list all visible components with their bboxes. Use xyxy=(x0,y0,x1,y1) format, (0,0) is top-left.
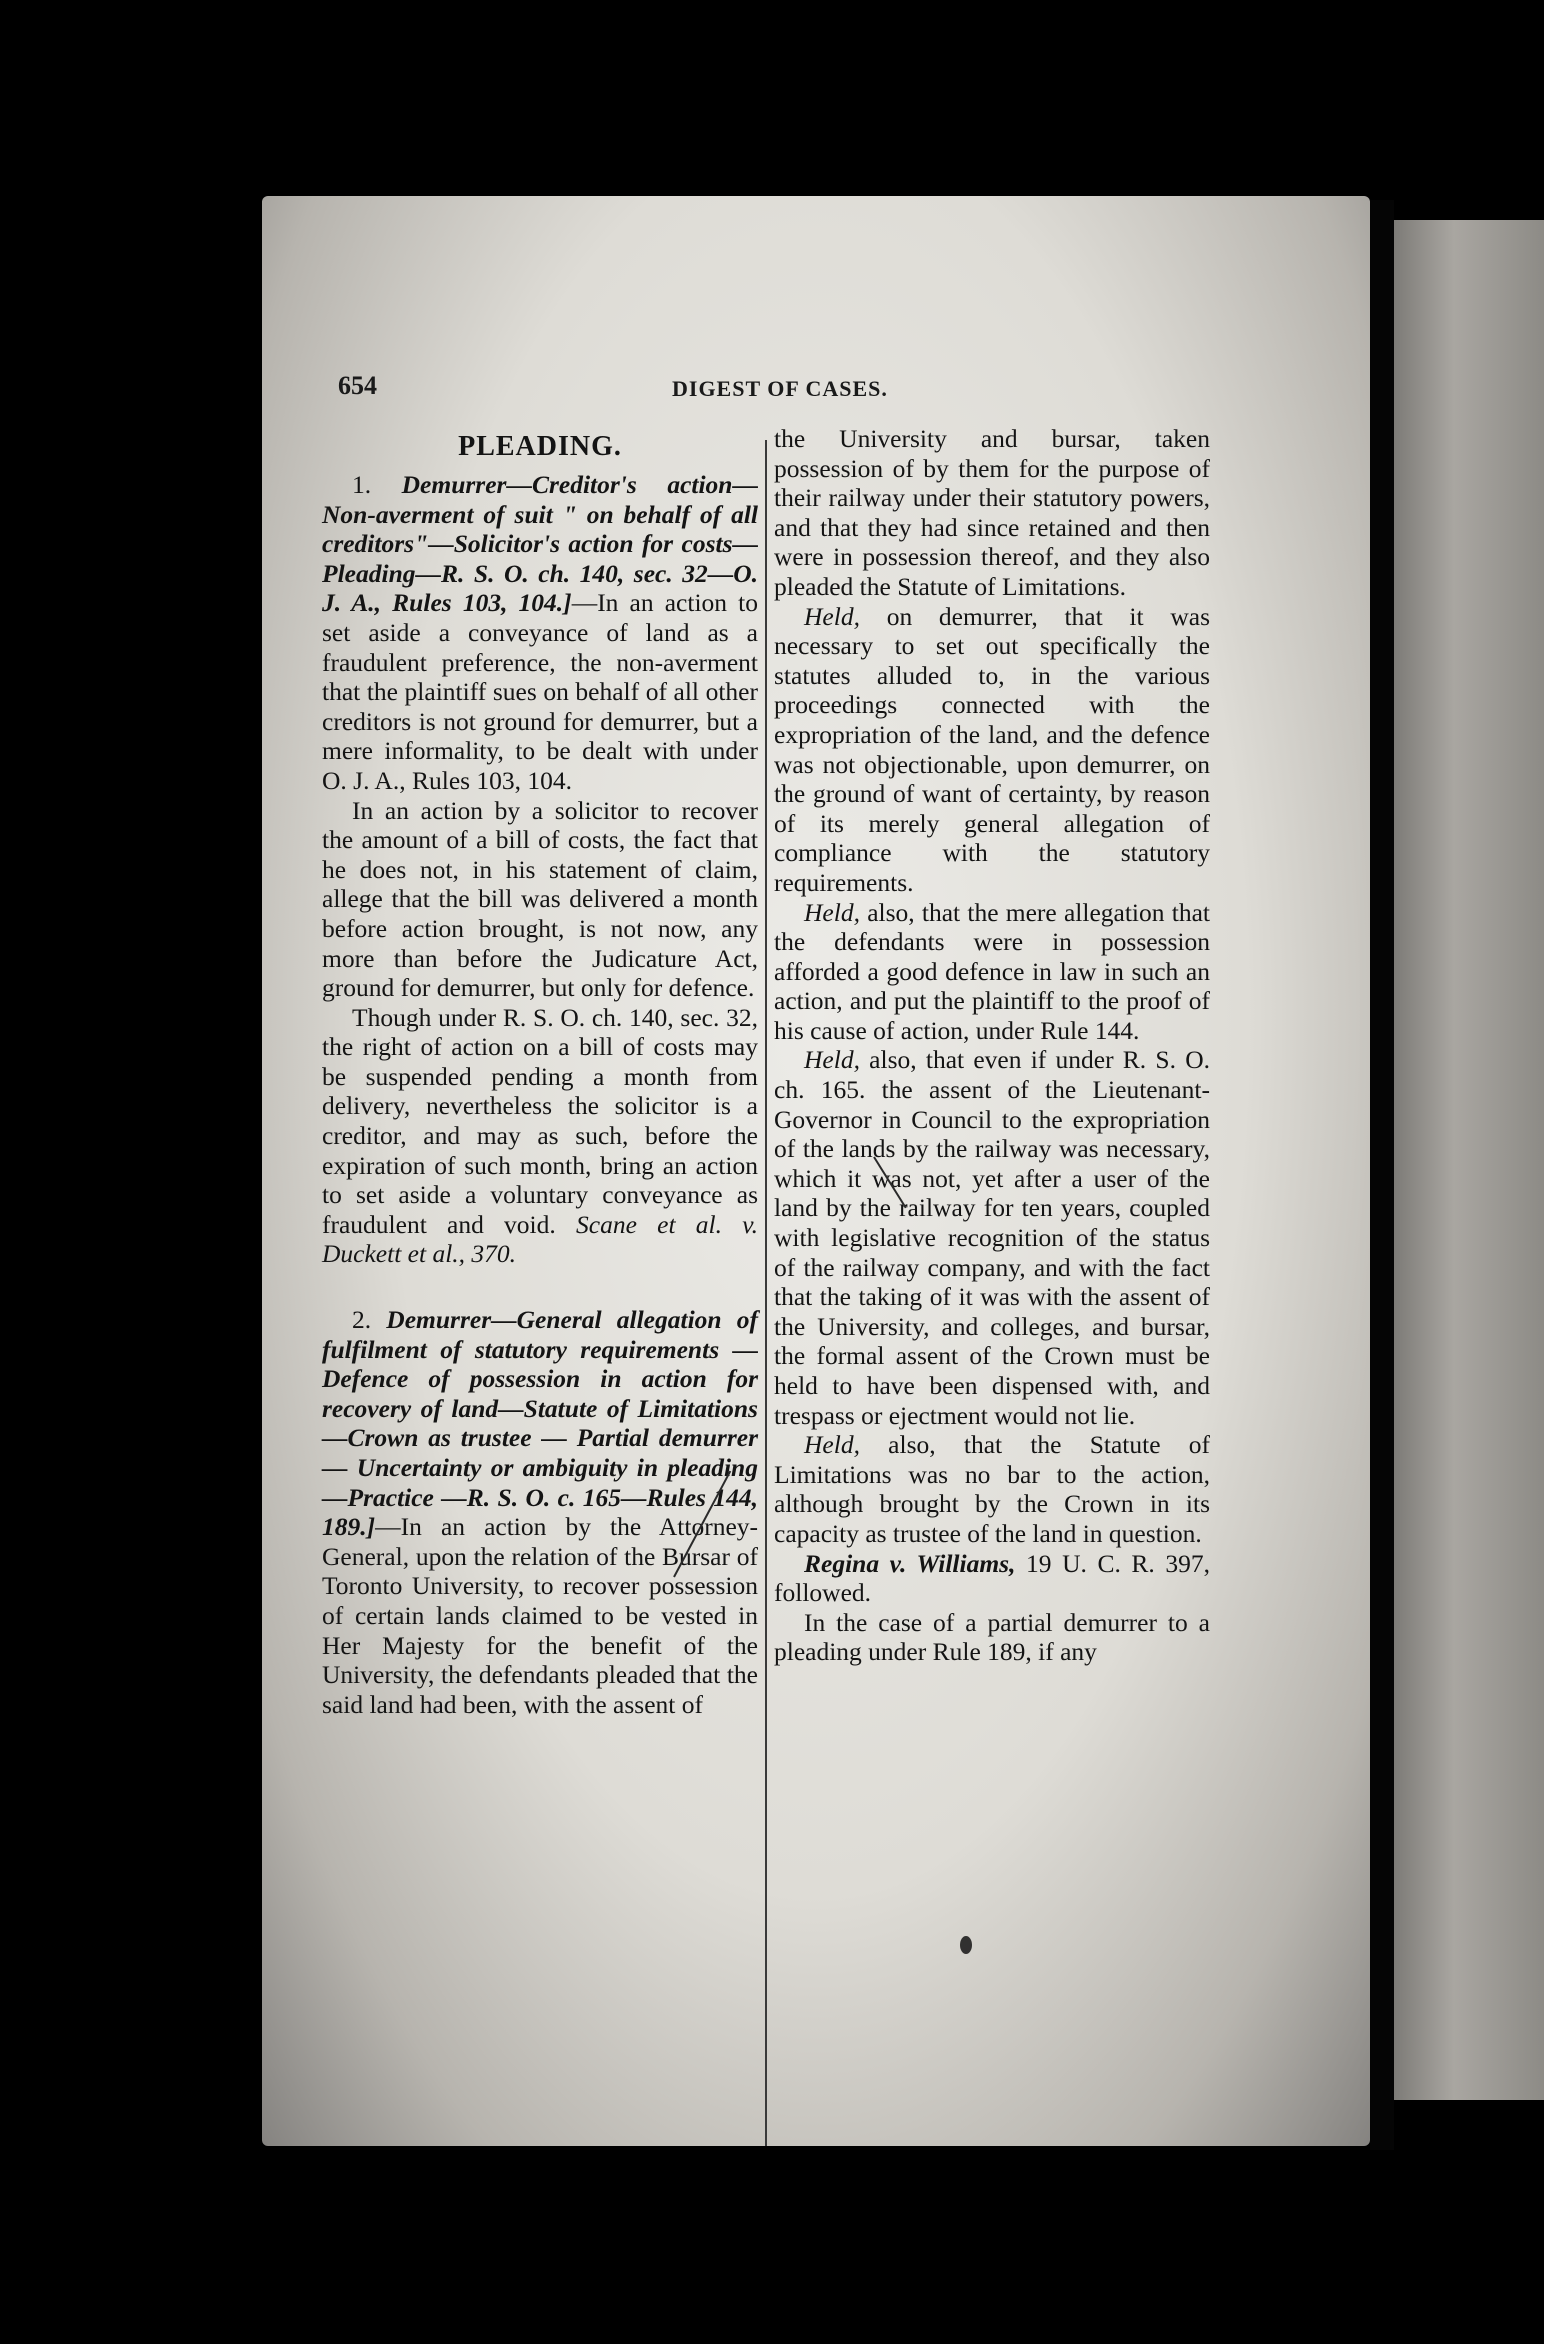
entry-2-catchwords: Demurrer—General allegation of fulfilment of statutory requirements — Defence of possession in action for recovery of land—Statute of Limitations—Crown as trustee — Partial demurrer — Uncertainty or ambiguity in pleading—Practice —R. S. O. c. 165—Rules 144, 189.] xyxy=(322,1305,758,1542)
book-page xyxy=(262,196,1370,2146)
held-3 xyxy=(774,1045,1210,1430)
held-2-text: also, that the mere allegation that the defendants were in possession afforded a good defence in law in such an action, and put the plaintiff to the proof of his cause of action, under Rule 144. xyxy=(774,897,1210,1045)
running-head: DIGEST OF CASES. xyxy=(672,376,888,401)
entry-1-para-3-text: Though under R. S. O. ch. 140, sec. 32, the right of action on a bill of costs may be suspended pending a month from delivery, nevertheless the solicitor is a creditor, and may as such, before the expiration of such month, bring an action to set aside a voluntary conveyance as fraudulent and void. xyxy=(322,1002,758,1239)
right-column xyxy=(774,424,1210,1667)
held-3-label: Held, xyxy=(804,1045,860,1075)
held-4-label: Held, xyxy=(804,1430,860,1460)
case-citation xyxy=(774,1549,1210,1608)
final-paragraph: In the case of a partial demurrer to a pleading under Rule 189, if any xyxy=(774,1607,1210,1667)
held-1-label: Held, xyxy=(804,601,860,631)
held-1-text: on demurrer, that it was necessary to set out specifically the statutes alluded to, in the various proceedings connected with the expropriation of the land, and the defence was not objectionable, upon demurrer, on the ground of want of certainty, by reason of its merely general allegation of compliance with the statutory requirements. xyxy=(774,601,1210,897)
column-divider xyxy=(765,440,767,2146)
entry-1-para-2: In an action by a solicitor to recover the amount of a bill of costs, the fact that he does not, in his statement of claim, allege that the bill was delivered a month before action brought, is not now, any more than before the Judicature Act, ground for demurrer, but only for defence. xyxy=(322,795,758,1003)
held-2-label: Held, xyxy=(804,897,860,927)
ink-blot xyxy=(960,1936,972,1954)
entry-1-number: 1. xyxy=(352,470,372,499)
entry-1 xyxy=(322,470,758,796)
held-2 xyxy=(774,898,1210,1046)
citation-case-name: Regina v. Williams, xyxy=(804,1548,1016,1578)
entry-2 xyxy=(322,1305,758,1719)
left-column xyxy=(322,424,758,1719)
continuation-paragraph: the University and bursar, taken possession of by them for the purpose of their railway under their statutory powers, and that they had since retained and then were in possession thereof, and they also pleaded the Statute of Limitations. xyxy=(774,424,1210,601)
held-1 xyxy=(774,602,1210,898)
held-3-text: also, that even if under R. S. O. ch. 165. the assent of the Lieutenant-Governor in Council to the expropriation of the lands by the railway was necessary, which it was not, yet after a user of the land by the railway for ten years, coupled with legislative recognition of the status of the railway company, and with the fact that the taking of it was with the assent of the University, and colleges, and bursar, the formal assent of the Crown must be held to have been dispensed with, and trespass or ejectment would not lie. xyxy=(774,1045,1210,1430)
page-number: 654 xyxy=(338,371,377,400)
held-4 xyxy=(774,1430,1210,1548)
entry-2-number: 2. xyxy=(352,1305,372,1335)
citation-reference: 19 U. C. R. 397, followed. xyxy=(774,1548,1210,1608)
entry-1-para-3 xyxy=(322,1003,758,1269)
entry-2-text: —In an action by the Attorney-General, upon the relation of the Bursar of Toronto University, to recover possession of certain lands claimed to be vested in Her Majesty for the benefit of the University, the defendants pleaded that the said land had been, with the assent of xyxy=(322,1512,758,1719)
section-title: PLEADING. xyxy=(458,431,622,462)
adjacent-page-edge xyxy=(1394,220,1544,2100)
page-gutter xyxy=(1370,200,1394,2150)
entry-1-text: —In an action to set aside a conveyance of land as a fraudulent preference, the non-averment that the plaintiff sues on behalf of all other creditors is not ground for demurrer, but a mere informality, to be dealt with under O. J. A., Rules 103, 104. xyxy=(322,588,758,795)
page-header xyxy=(262,371,1370,411)
held-4-text: also, that the Statute of Limitations was no bar to the action, although brought by the Crown in its capacity as trustee of the land in question. xyxy=(774,1430,1210,1548)
entry-1-citation: Scane et al. v. Duckett et al., 370. xyxy=(322,1209,758,1269)
entry-spacer xyxy=(322,1269,758,1305)
entry-1-catchwords: Demurrer—Creditor's action—Non-averment of suit " on behalf of all creditors"—Solicitor's action for costs—Pleading—R. S. O. ch. 140, sec. 32—O. J. A., Rules 103, 104.] xyxy=(322,470,758,618)
